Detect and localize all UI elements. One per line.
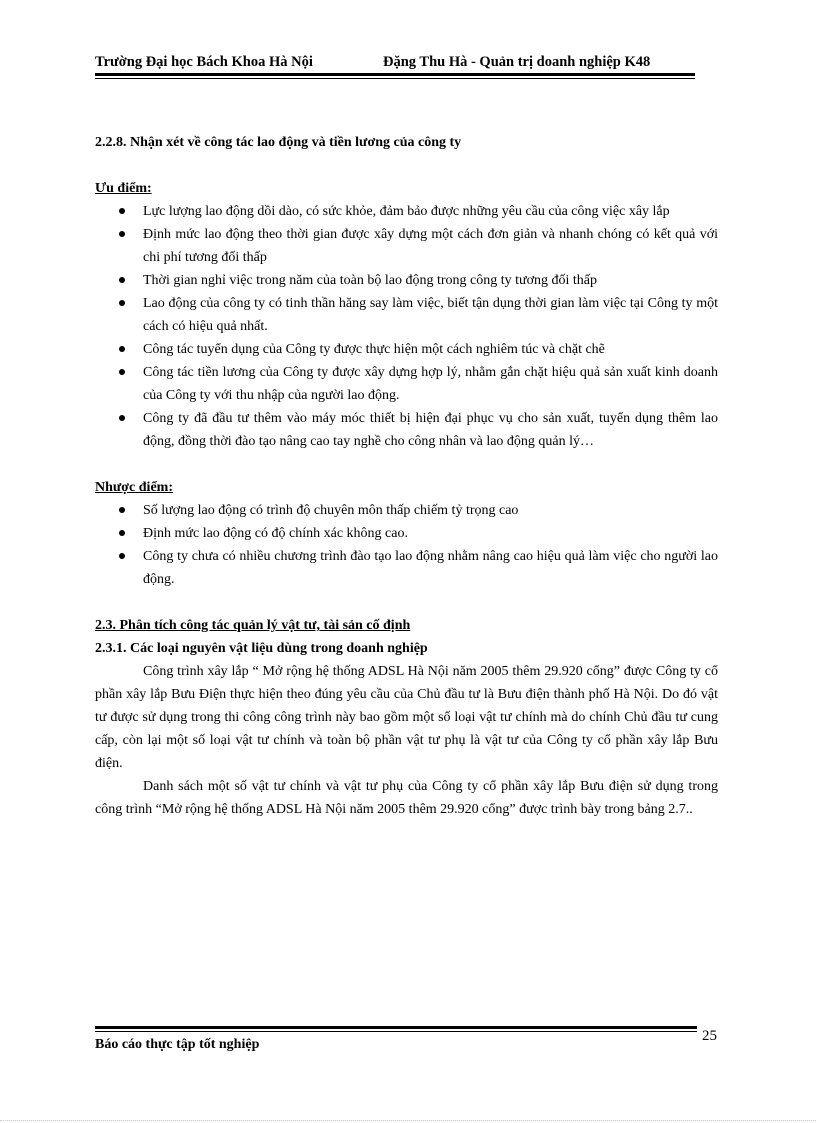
list-item-text: Số lượng lao động có trình độ chuyên môn thấp chiếm tỷ trọng cao — [143, 503, 519, 518]
header-rule-thin — [95, 78, 695, 79]
section-title-2-3-1: 2.3.1. Các loại nguyên vật liệu dùng trong doanh nghiệp — [95, 641, 428, 656]
list-item-text: Lực lượng lao động dồi dào, có sức khỏe, đảm bảo được những yêu cầu của công việc xây lắp — [143, 204, 670, 219]
list-item — [143, 361, 718, 407]
bullet-icon — [119, 369, 125, 375]
list-item-text: Công ty đã đầu tư thêm vào máy móc thiết bị hiện đại phục vụ cho sản xuất, tuyển dụng thêm lao động, đồng thời đào tạo nâng cao tay nghề cho công nhân và lao động quản lý… — [143, 411, 718, 449]
section-title-2-2-8: 2.2.8. Nhận xét về công tác lao động và tiền lương của công ty — [95, 135, 462, 150]
bullet-icon — [119, 208, 125, 214]
weaknesses-list — [95, 499, 718, 591]
list-item-text: Công ty chưa có nhiều chương trình đào tạo lao động nhằm nâng cao hiệu quả làm việc cho người lao động. — [143, 549, 718, 587]
bullet-icon — [119, 346, 125, 352]
list-item-text: Công tác tuyển dụng của Công ty được thực hiện một cách nghiêm túc và chặt chẽ — [143, 342, 605, 357]
list-item — [143, 522, 718, 545]
list-item — [143, 223, 718, 269]
list-item — [143, 407, 718, 453]
footer-rule-thin — [95, 1031, 697, 1032]
header-school: Trường Đại học Bách Khoa Hà Nội — [95, 54, 313, 70]
footer-title: Báo cáo thực tập tốt nghiệp — [95, 1037, 260, 1052]
strengths-list — [95, 200, 718, 453]
body-paragraph: Công trình xây lắp “ Mở rộng hệ thống ADSL Hà Nội năm 2005 thêm 29.920 cổng” được Công ty cổ phần xây lắp Bưu Điện thực hiện theo đúng yêu cầu của Chủ đầu tư là Bưu điện thành phố Hà Nội. Do đó vật tư được sử dụng trong thi công công trình này bao gồm một số loại vật tư chính mà do chính Chủ đầu tư cung cấp, còn lại một số loại vật tư chính và toàn bộ phần vật tư phụ là vật tư của Công ty cổ phần xây lắp Bưu điện. — [95, 664, 718, 771]
list-item-text: Định mức lao động có độ chính xác không cao. — [143, 526, 408, 541]
page-edge-divider — [0, 1120, 816, 1121]
list-item-text: Thời gian nghỉ việc trong năm của toàn bộ lao động trong công ty tương đối thấp — [143, 273, 597, 288]
strengths-heading: Ưu điểm: — [95, 181, 152, 196]
list-item-text: Công tác tiền lương của Công ty được xây dựng hợp lý, nhằm gắn chặt hiệu quả sản xuất kinh doanh của Công ty với thu nhập của người lao động. — [143, 365, 718, 403]
header-author: Đặng Thu Hà - Quản trị doanh nghiệp K48 — [383, 54, 651, 70]
bullet-icon — [119, 277, 125, 283]
list-item — [143, 545, 718, 591]
list-item — [143, 292, 718, 338]
list-item — [143, 269, 718, 292]
list-item — [143, 338, 718, 361]
footer-rule-thick — [95, 1026, 697, 1029]
section-title-2-3: 2.3. Phân tích công tác quản lý vật tư, tài sản cố định — [95, 618, 411, 633]
body-paragraph: Danh sách một số vật tư chính và vật tư phụ của Công ty cổ phần xây lắp Bưu điện sử dụng trong công trình “Mở rộng hệ thống ADSL Hà Nội năm 2005 thêm 29.920 cổng” được trình bày trong bảng 2.7.. — [95, 779, 718, 817]
page-number: 25 — [702, 1028, 717, 1044]
weaknesses-heading: Nhược điểm: — [95, 480, 173, 495]
header-rule-thick — [95, 73, 695, 76]
bullet-icon — [119, 553, 125, 559]
bullet-icon — [119, 530, 125, 536]
list-item — [143, 200, 718, 223]
bullet-icon — [119, 231, 125, 237]
bullet-icon — [119, 300, 125, 306]
list-item-text: Định mức lao động theo thời gian được xây dựng một cách đơn giản và nhanh chóng có kết quả với chi phí tương đối thấp — [143, 227, 718, 265]
page-body — [95, 131, 718, 821]
bullet-icon — [119, 415, 125, 421]
list-item — [143, 499, 718, 522]
bullet-icon — [119, 507, 125, 513]
list-item-text: Lao động của công ty có tinh thần hăng say làm việc, biết tận dụng thời gian làm việc tại Công ty một cách có hiệu quả nhất. — [143, 296, 718, 334]
